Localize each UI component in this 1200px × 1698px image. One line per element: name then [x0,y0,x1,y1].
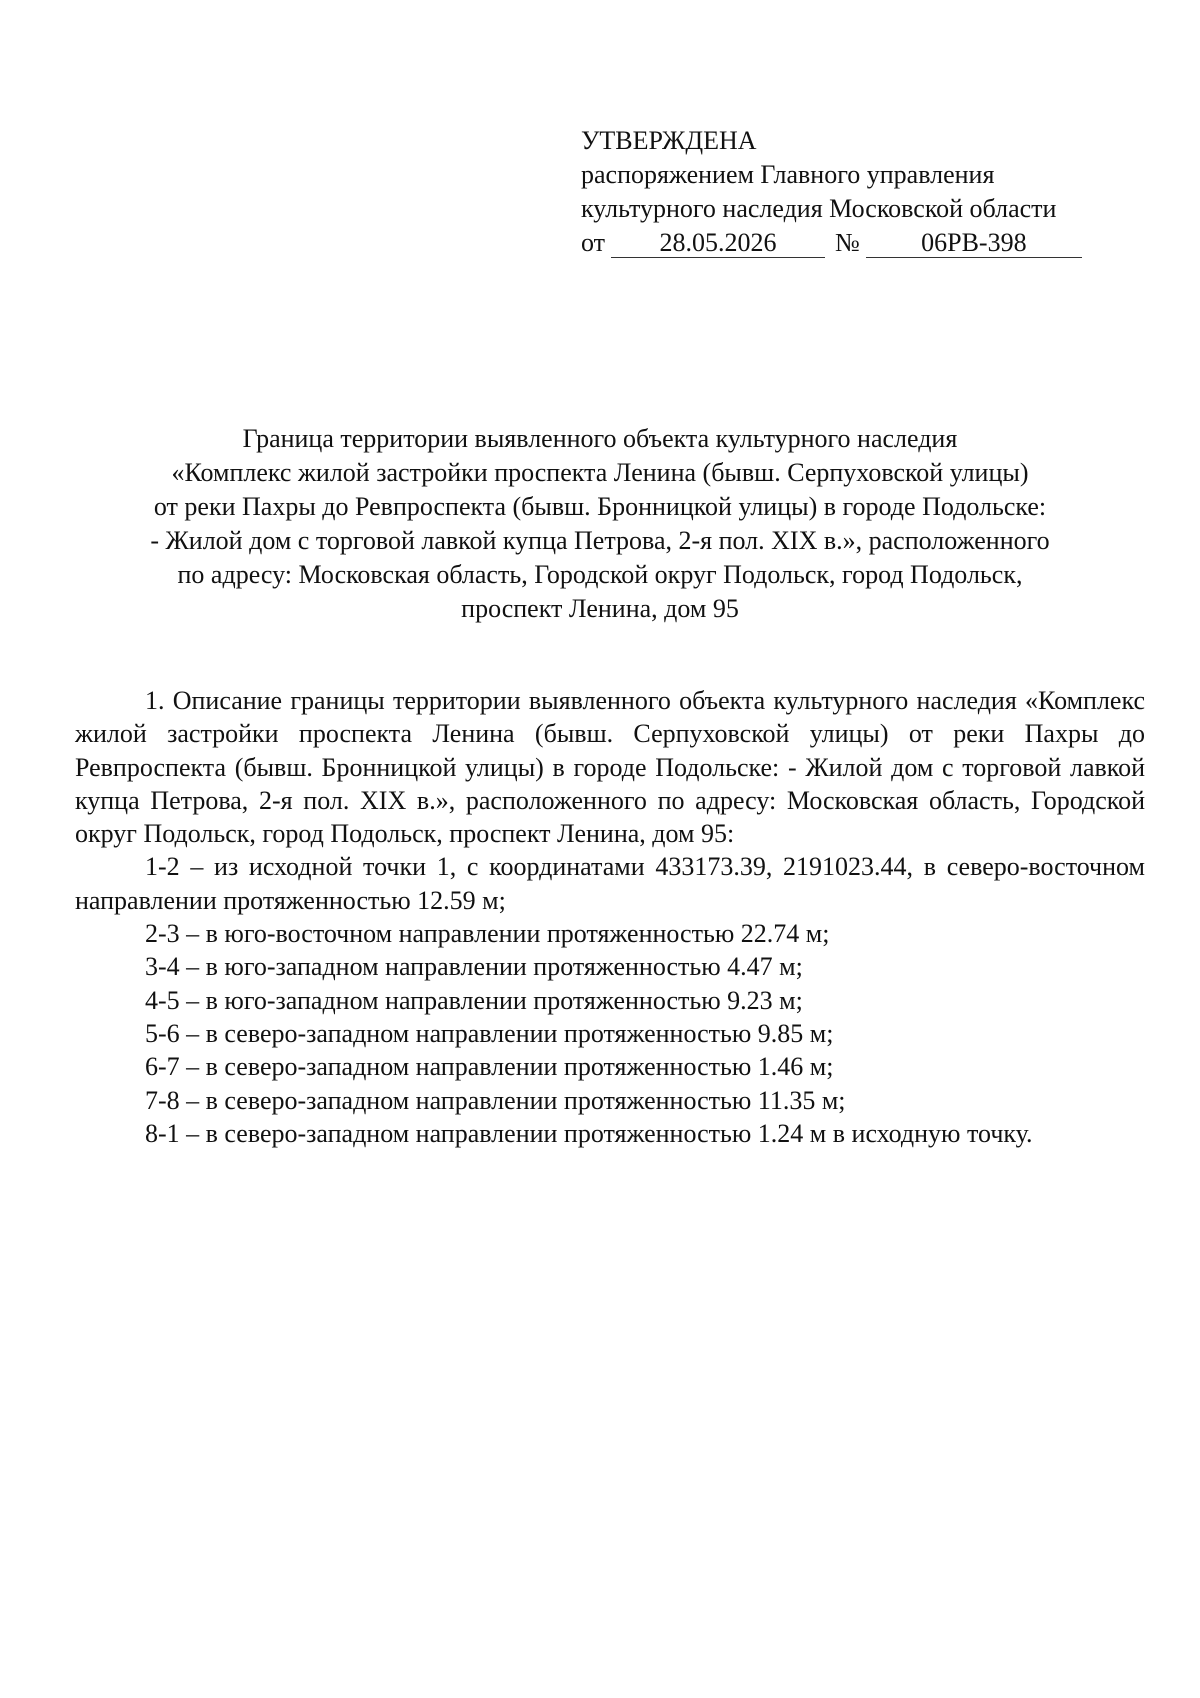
title-line: - Жилой дом с торговой лавкой купца Петрова, 2-я пол. XIX в.», расположенного [150,526,1050,555]
approval-heading: УТВЕРЖДЕНА [581,126,757,155]
boundary-segment: 7-8 – в северо-западном направлении протяженностью 11.35 м; [145,1085,846,1115]
title-line: проспект Ленина, дом 95 [461,594,739,623]
title-line: от реки Пахры до Ревпроспекта (бывш. Бронницкой улицы) в городе Подольске: [153,492,1047,521]
boundary-segment: 8-1 – в северо-западном направлении протяженностью 1.24 м в исходную точку. [145,1118,1033,1148]
approval-block [581,124,1101,260]
boundary-segment: 4-5 – в юго-западном направлении протяженностью 9.23 м; [145,985,803,1015]
boundary-segment: 6-7 – в северо-западном направлении протяженностью 1.46 м; [145,1052,834,1082]
boundary-segment: 1-2 – из исходной точки 1, с координатами 433173.39, 2191023.44, в северо-восточном направлении протяженностью 12.59 м; [75,852,1145,915]
boundary-description [75,684,1145,1150]
title-line: Граница территории выявленного объекта культурного наследия [242,424,958,453]
approval-line-1: распоряжением Главного управления [581,160,995,189]
approval-number: 06РВ-398 [866,229,1082,258]
from-label: от [581,228,606,257]
document-title [70,422,1130,626]
boundary-segment: 5-6 – в северо-западном направлении протяженностью 9.85 м; [145,1018,834,1048]
boundary-segment: 2-3 – в юго-восточном направлении протяженностью 22.74 м; [145,919,830,949]
approval-reference-line [581,226,1101,260]
approval-date: 28.05.2026 [611,229,825,258]
number-label: № [835,228,860,257]
approval-line-2: культурного наследия Московской области [581,194,1057,223]
boundary-segment: 3-4 – в юго-западном направлении протяженностью 4.47 м; [145,952,803,982]
title-line: «Комплекс жилой застройки проспекта Ленина (бывш. Серпуховской улицы) [171,458,1029,487]
title-line: по адресу: Московская область, Городской округ Подольск, город Подольск, [177,560,1023,589]
description-intro: 1. Описание границы территории выявленного объекта культурного наследия «Комплекс жилой застройки проспекта Ленина (бывш. Серпуховской улицы) от реки Пахры до Ревпроспекта (бывш. Бронницкой улицы) в городе Подольске: - Жилой дом с торговой лавкой купца Петрова, 2-я пол. XIX в.», расположенного по адресу: Московская область, Городской округ Подольск, город Подольск, проспект Ленина, дом 95: [75,686,1145,849]
